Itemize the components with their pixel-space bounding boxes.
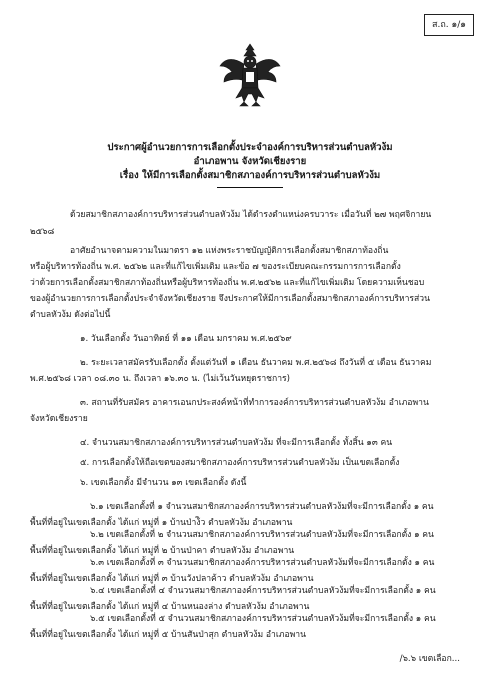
heading-district: อำเภอพาน จังหวัดเชียงราย (193, 156, 307, 167)
zone-2-line-2: พื้นที่ที่อยู่ในเขตเลือกตั้ง ได้แก่ หมู่ที่ ๒ บ้านป่าคา ตำบลหัวง้ม อำเภอพาน (30, 546, 295, 556)
authority-line-3: ว่าด้วยการเลือกตั้งสมาชิกสภาท้องถิ่นหรือผู้บริหารท้องถิ่น พ.ศ.๒๕๖๒ และที่แก้ไขเพิ่มเติม โดยความเห็นชอบ (30, 278, 425, 288)
zone-5-line-1: ๖.๕ เขตเลือกตั้งที่ ๕ จำนวนสมาชิกสภาองค์การบริหารส่วนตำบลหัวง้มที่จะมีการเลือกตั้ง ๑ คน (90, 614, 436, 624)
authority-line-5: ตำบลหัวง้ม ดังต่อไปนี้ (30, 310, 111, 320)
zone-1-line-1: ๖.๑ เขตเลือกตั้งที่ ๑ จำนวนสมาชิกสภาองค์การบริหารส่วนตำบลหัวง้มที่จะมีการเลือกตั้ง ๑ คน (90, 502, 434, 512)
item-zone-basis: ๕. การเลือกตั้งให้ถือเขตของสมาชิกสภาองค์การบริหารส่วนตำบลหัวง้ม เป็นเขตเลือกตั้ง (80, 458, 400, 468)
item-application-period: ๒. ระยะเวลาสมัครรับเลือกตั้ง ตั้งแต่วันที่ ๑ เดือน ธันวาคม พ.ศ.๒๕๖๘ ถึงวันที่ ๕ เดือน ธันวาคม (80, 358, 432, 368)
heading-divider (217, 187, 283, 188)
zone-4-line-2: พื้นที่ที่อยู่ในเขตเลือกตั้ง ได้แก่ หมู่ที่ ๔ บ้านหนองล่าง ตำบลหัวง้ม อำเภอพาน (30, 602, 310, 612)
intro-line-2: ๒๕๖๘ (30, 227, 55, 237)
heading-subject: เรื่อง ให้มีการเลือกตั้งสมาชิกสภาองค์การบริหารส่วนตำบลหัวง้ม (119, 170, 381, 181)
zone-4-line-1: ๖.๔ เขตเลือกตั้งที่ ๔ จำนวนสมาชิกสภาองค์การบริหารส่วนตำบลหัวง้มที่จะมีการเลือกตั้ง ๑ คน (90, 586, 436, 596)
item-member-count: ๔. จำนวนสมาชิกสภาองค์การบริหารส่วนตำบลหัวง้ม ที่จะมีการเลือกตั้ง ทั้งสิ้น ๑๓ คน (80, 438, 393, 448)
authority-line-1: อาศัยอำนาจตามความในมาตรา ๑๒ แห่งพระราชบัญญัติการเลือกตั้งสมาชิกสภาท้องถิ่น (70, 246, 389, 256)
item-election-date: ๑. วันเลือกตั้ง วันอาทิตย์ ที่ ๑๑ เดือน มกราคม พ.ศ.๒๕๖๙ (80, 334, 292, 344)
heading-announcement: ประกาศผู้อำนวยการการเลือกตั้งประจำองค์การบริหารส่วนตำบลหัวง้ม (107, 142, 393, 153)
item-application-place-cont: จังหวัดเชียงราย (30, 414, 88, 424)
continuation-note: /๖.๖ เขตเลือก... (399, 654, 460, 664)
form-code-box (424, 14, 474, 36)
zone-3-line-2: พื้นที่ที่อยู่ในเขตเลือกตั้ง ได้แก่ หมู่ที่ ๓ บ้านวังปลาค้าว ตำบลหัวง้ม อำเภอพาน (30, 574, 314, 584)
zone-1-line-2: พื้นที่ที่อยู่ในเขตเลือกตั้ง ได้แก่ หมู่ที่ ๑ บ้านป่าง้ิว ตำบลหัวง้ม อำเภอพาน (30, 518, 293, 528)
form-code: ส.ถ. ๑/๑ (432, 20, 466, 30)
item-application-place: ๓. สถานที่รับสมัคร อาคารเอนกประสงค์หน้าที่ทำการองค์การบริหารส่วนตำบลหัวง้ม อำเภอพาน (80, 398, 429, 408)
authority-line-4: ของผู้อำนวยการการเลือกตั้งประจำจังหวัดเชียงราย จึงประกาศให้มีการเลือกตั้งสมาชิกสภาองค์การบริหารส่วน (30, 294, 430, 304)
authority-line-2: หรือผู้บริหารท้องถิ่น พ.ศ. ๒๕๖๒ และที่แก้ไขเพิ่มเติม และข้อ ๗ ของระเบียบคณะกรรมการการเลือกตั้ง (30, 262, 401, 272)
zone-2-line-1: ๖.๒ เขตเลือกตั้งที่ ๒ จำนวนสมาชิกสภาองค์การบริหารส่วนตำบลหัวง้มที่จะมีการเลือกตั้ง ๑ คน (90, 530, 434, 540)
zone-5-line-2: พื้นที่ที่อยู่ในเขตเลือกตั้ง ได้แก่ หมู่ที่ ๕ บ้านสันป่าสุก ตำบลหัวง้ม อำเภอพาน (30, 630, 307, 640)
item-application-period-cont: พ.ศ.๒๕๖๘ เวลา ๐๘.๓๐ น. ถึงเวลา ๑๖.๓๐ น. (ไม่เว้นวันหยุดราชการ) (30, 374, 290, 384)
garuda-emblem-icon (218, 40, 282, 108)
item-zone-count: ๖. เขตเลือกตั้ง มีจำนวน ๑๓ เขตเลือกตั้ง ดังนี้ (80, 478, 247, 488)
intro-line-1: ด้วยสมาชิกสภาองค์การบริหารส่วนตำบลหัวง้ม ได้ดำรงตำแหน่งครบวาระ เมื่อวันที่ ๒๗ พฤศจิกายน (70, 210, 432, 220)
zone-3-line-1: ๖.๓ เขตเลือกตั้งที่ ๓ จำนวนสมาชิกสภาองค์การบริหารส่วนตำบลหัวง้มที่จะมีการเลือกตั้ง ๑ คน (90, 558, 435, 568)
